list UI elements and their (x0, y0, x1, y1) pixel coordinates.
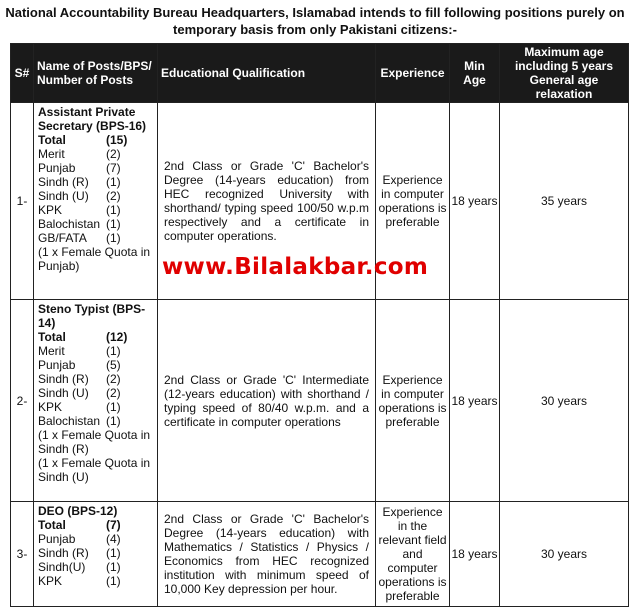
min-age-cell: 18 years (450, 300, 500, 502)
max-age-cell: 30 years (500, 300, 629, 502)
qualification-cell: 2nd Class or Grade 'C' Bachelor's Degree (14-years education) from HEC recognized University with shorthand/ typing speed 100/50 w.p.m respectively and a certificate in computer operations. (158, 103, 376, 300)
quota-note: (1 x Female Quota in Punjab) (38, 245, 151, 273)
post-title: Assistant Private Secretary (BPS-16) (38, 105, 147, 133)
quota-name: Sindh (R) (38, 372, 89, 386)
quota-count: (1) (106, 344, 121, 358)
experience-cell: Experience in the relevant field and computer operations is preferable (376, 502, 450, 607)
quota-row (38, 175, 153, 189)
row-sno: 1- (11, 103, 34, 300)
table-row (11, 300, 629, 502)
quota-row (38, 203, 153, 217)
quota-row (38, 386, 153, 400)
quota-count: (5) (106, 358, 121, 372)
total-label: Total (38, 518, 66, 532)
quota-count: (1) (106, 546, 121, 560)
quota-name: Sindh (U) (38, 386, 89, 400)
header-max-age: Maximum age including 5 years General age relaxation (500, 44, 629, 103)
quota-row (38, 372, 153, 386)
quota-count: (1) (106, 203, 121, 217)
total-row (38, 330, 153, 344)
header-min-age: Min Age (450, 44, 500, 103)
quota-row (38, 217, 153, 231)
quota-name: Balochistan (38, 217, 101, 231)
quota-row (38, 161, 153, 175)
quota-name: Merit (38, 344, 65, 358)
heading-line-2: temporary basis from only Pakistani citizens:- (173, 22, 457, 37)
quota-name: KPK (38, 400, 63, 414)
quota-row (38, 560, 153, 574)
max-age-cell: 35 years (500, 103, 629, 300)
heading-line-1: National Accountability Bureau Headquarters, Islamabad intends to fill following positions purely on (5, 5, 625, 20)
row-sno: 2- (11, 300, 34, 502)
total-value: (15) (106, 133, 128, 147)
post-title: DEO (BPS-12) (38, 504, 118, 518)
table-row (11, 502, 629, 607)
quota-count: (1) (106, 175, 121, 189)
post-cell (34, 300, 158, 502)
quota-count: (2) (106, 372, 121, 386)
min-age-cell: 18 years (450, 103, 500, 300)
quota-name: Punjab (38, 532, 76, 546)
quota-name: Punjab (38, 161, 76, 175)
quota-note: (1 x Female Quota in Sindh (U) (38, 456, 151, 484)
post-title: Steno Typist (BPS-14) (38, 302, 146, 330)
post-cell (34, 103, 158, 300)
quota-row (38, 189, 153, 203)
quota-count: (2) (106, 147, 121, 161)
quota-note: (1 x Female Quota in Sindh (R) (38, 428, 151, 456)
total-row (38, 133, 153, 147)
quota-row (38, 414, 153, 428)
post-cell (34, 502, 158, 607)
quota-count: (1) (106, 231, 121, 245)
quota-row (38, 546, 153, 560)
quota-row (38, 574, 153, 588)
total-label: Total (38, 330, 66, 344)
quota-row (38, 231, 153, 245)
experience-cell: Experience in computer operations is preferable (376, 300, 450, 502)
quota-row (38, 358, 153, 372)
website-watermark: www.Bilalakbar.com (162, 254, 429, 280)
heading (0, 4, 630, 38)
quota-row (38, 532, 153, 546)
experience-cell: Experience in computer operations is preferable (376, 103, 450, 300)
max-age-cell: 30 years (500, 502, 629, 607)
header-post: Name of Posts/BPS/ Number of Posts (34, 44, 158, 103)
quota-row (38, 344, 153, 358)
quota-count: (4) (106, 532, 121, 546)
quota-count: (1) (106, 414, 121, 428)
quota-count: (1) (106, 574, 121, 588)
min-age-cell: 18 years (450, 502, 500, 607)
quota-name: Sindh (R) (38, 546, 89, 560)
quota-name: GB/FATA (38, 231, 87, 245)
quota-count: (1) (106, 400, 121, 414)
quota-count: (2) (106, 189, 121, 203)
total-row (38, 518, 153, 532)
quota-row (38, 147, 153, 161)
header-experience: Experience (376, 44, 450, 103)
total-value: (7) (106, 518, 121, 532)
quota-name: KPK (38, 574, 63, 588)
row-sno: 3- (11, 502, 34, 607)
quota-count: (2) (106, 386, 121, 400)
quota-count: (1) (106, 217, 121, 231)
quota-name: Sindh(U) (38, 560, 86, 574)
total-label: Total (38, 133, 66, 147)
quota-name: KPK (38, 203, 63, 217)
header-sno: S# (11, 44, 34, 103)
quota-count: (7) (106, 161, 121, 175)
quota-name: Sindh (R) (38, 175, 89, 189)
positions-table (10, 43, 629, 607)
total-value: (12) (106, 330, 128, 344)
quota-row (38, 400, 153, 414)
quota-name: Merit (38, 147, 65, 161)
quota-name: Punjab (38, 358, 76, 372)
qualification-cell: 2nd Class or Grade 'C' Intermediate (12-years education) with shorthand / typing speed of 80/40 w.p.m. and a certificate in computer operations (158, 300, 376, 502)
quota-name: Balochistan (38, 414, 101, 428)
header-qualification: Educational Qualification (158, 44, 376, 103)
table-header-row (11, 44, 629, 103)
quota-count: (1) (106, 560, 121, 574)
quota-name: Sindh (U) (38, 189, 89, 203)
qualification-cell: 2nd Class or Grade 'C' Bachelor's Degree (14-years education) with Mathematics / Statistics / Physics / Economics from HEC recognized institution with minimum speed of 10,000 Key depression per hour. (158, 502, 376, 607)
